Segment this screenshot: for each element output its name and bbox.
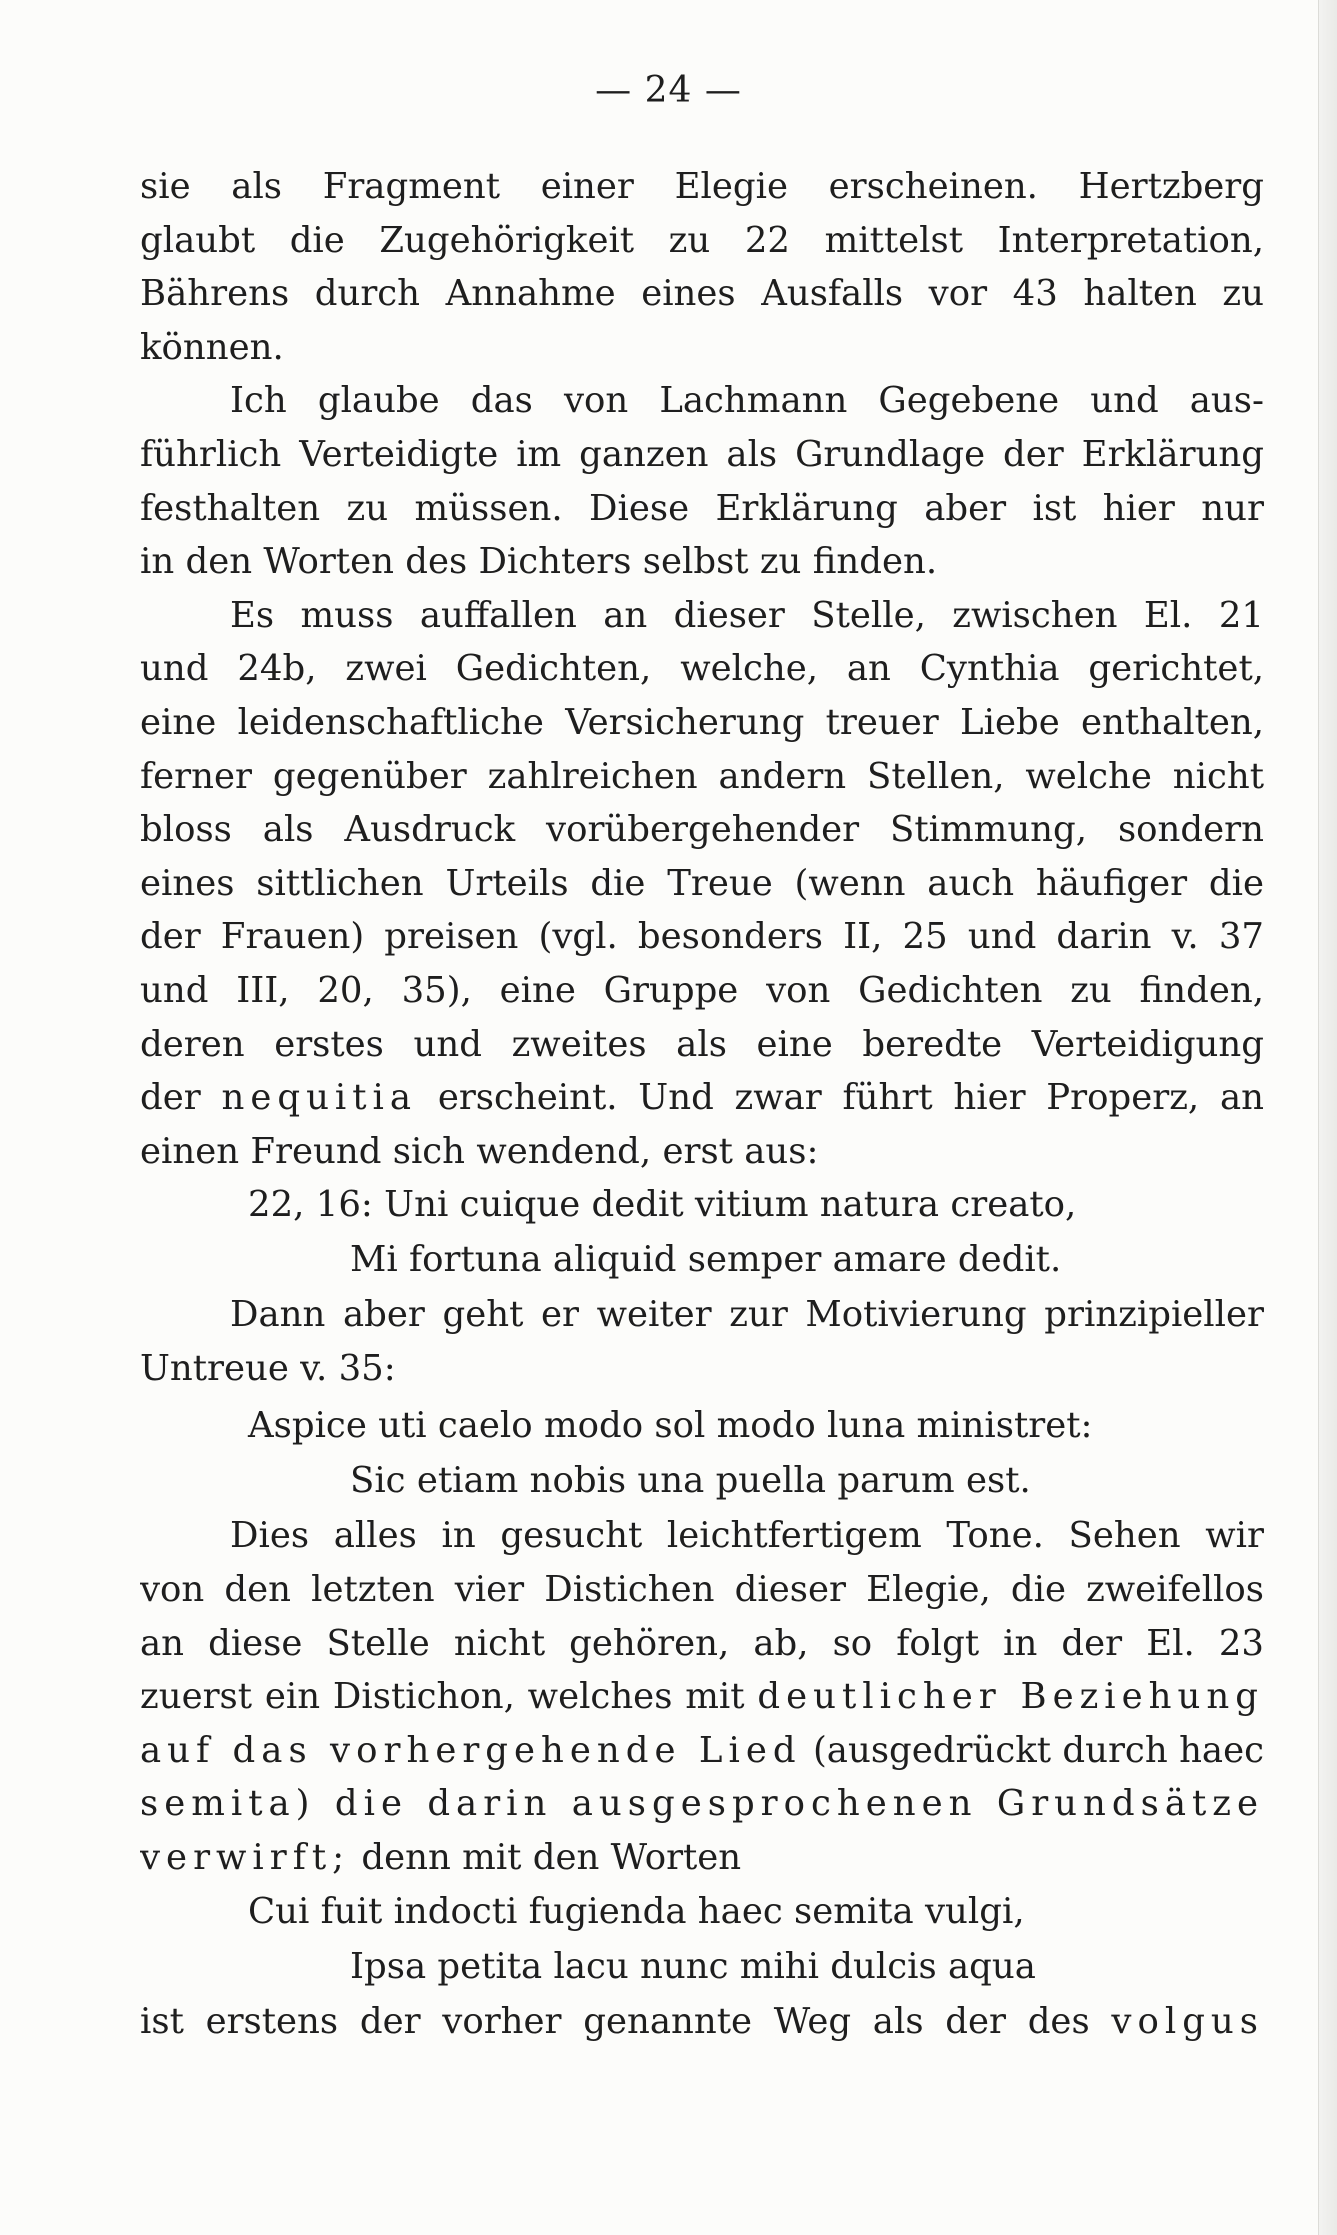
text-line: Ich glaube das von Lachmann Gegebene und aus- — [230, 380, 1264, 422]
spaced-emphasis: semita) die darin ausgesprochenen Grundsätze — [140, 1783, 1264, 1825]
verse-line: Cui fuit indocti fugienda haec semita vulgi, — [248, 1890, 1025, 1932]
text-line: glaubt die Zugehörigkeit zu 22 mittelst Interpretation, — [140, 219, 1264, 261]
text-line: sie als Fragment einer Elegie erscheinen. Hertzberg — [140, 166, 1264, 207]
text-line: Dies alles in gesucht leichtfertigem Tone. Sehen wir — [230, 1515, 1264, 1557]
text-line: Untreue v. 35: — [140, 1347, 396, 1389]
text-line: Bährens durch Annahme eines Ausfalls vor 43 halten zu — [140, 273, 1264, 315]
text-fragment: erscheint. Und zwar führt hier Properz, an — [437, 1077, 1264, 1119]
text-line: können. — [140, 326, 284, 368]
text-line — [140, 1831, 1264, 1885]
text-line: festhalten zu müssen. Diese Erklärung aber ist hier nur — [140, 487, 1264, 529]
page-edge — [1318, 0, 1337, 2235]
text-line: führlich Verteidigte im ganzen als Grundlage der Erklärung — [140, 433, 1264, 475]
page-number: — 24 — — [595, 70, 742, 111]
verse-line: Ipsa petita lacu nunc mihi dulcis aqua — [350, 1945, 1036, 1987]
text-line: in den Worten des Dichters selbst zu finden. — [140, 541, 938, 583]
text-fragment: ist erstens der vorher genannte Weg als der des — [140, 2000, 1090, 2042]
verse-line: Mi fortuna aliquid semper amare dedit. — [350, 1239, 1062, 1281]
spaced-emphasis: nequitia — [221, 1077, 418, 1119]
text-line: der Frauen) preisen (vgl. besonders II, 25 und darin v. 37 — [140, 916, 1264, 958]
verse-line: Aspice uti caelo modo sol modo luna ministret: — [248, 1405, 1093, 1447]
body-text — [140, 160, 1264, 2048]
text-line — [140, 1724, 1264, 1778]
text-line: und 24b, zwei Gedichten, welche, an Cynthia gerichtet, — [140, 648, 1264, 690]
text-line: eines sittlichen Urteils die Treue (wenn auch häufiger die — [140, 862, 1264, 904]
text-line: Dann aber geht er weiter zur Motivierung prinzipieller — [230, 1294, 1264, 1336]
text-line — [140, 1777, 1264, 1831]
text-fragment: denn mit den Worten — [361, 1837, 742, 1879]
text-line — [140, 1071, 1264, 1125]
text-line: von den letzten vier Distichen dieser Elegie, die zweifellos — [140, 1569, 1264, 1611]
text-line: einen Freund sich wendend, erst aus: — [140, 1130, 819, 1172]
text-line: Es muss auffallen an dieser Stelle, zwischen El. 21 — [230, 594, 1264, 636]
text-fragment: der — [140, 1077, 201, 1119]
text-fragment: (ausgedrückt durch haec — [812, 1729, 1264, 1771]
spaced-emphasis: deutlicher Beziehung — [757, 1676, 1264, 1718]
verse-line: Sic etiam nobis una puella parum est. — [350, 1460, 1031, 1502]
text-line: eine leidenschaftliche Versicherung treuer Liebe enthalten, — [140, 701, 1264, 743]
text-line: und III, 20, 35), eine Gruppe von Gedichten zu finden, — [140, 969, 1264, 1011]
text-line: an diese Stelle nicht gehören, ab, so folgt in der El. 23 — [140, 1622, 1264, 1664]
text-fragment: zuerst ein Distichon, welches mit — [140, 1676, 745, 1718]
verse-line: 22, 16: Uni cuique dedit vitium natura creato, — [248, 1184, 1077, 1226]
text-line: bloss als Ausdruck vorübergehender Stimmung, sondern — [140, 809, 1264, 851]
text-line: deren erstes und zweites als eine beredte Verteidigung — [140, 1023, 1264, 1065]
spaced-emphasis: auf das vorhergehende Lied — [140, 1729, 802, 1771]
spaced-emphasis: volgus — [1111, 2000, 1264, 2042]
spaced-emphasis: verwirft; — [140, 1837, 351, 1879]
text-line — [140, 1670, 1264, 1724]
text-line: ferner gegenüber zahlreichen andern Stellen, welche nicht — [140, 755, 1264, 797]
text-line — [140, 1995, 1264, 2049]
